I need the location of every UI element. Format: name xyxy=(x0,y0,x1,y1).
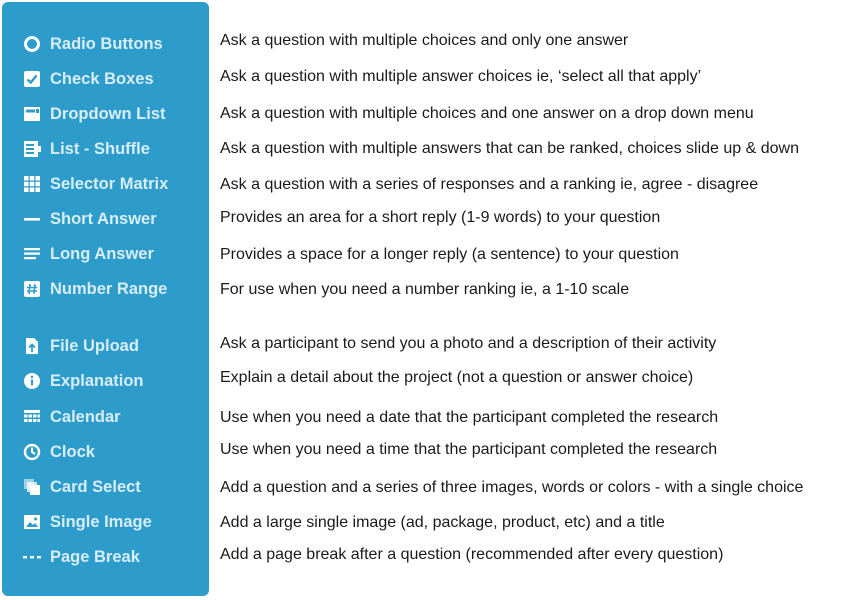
dashes-icon xyxy=(22,547,42,567)
sidebar-item-label: Selector Matrix xyxy=(50,174,169,193)
sidebar-item-calendar[interactable] xyxy=(22,405,207,429)
description-short-answer: Provides an area for a short reply (1-9 words) to your question xyxy=(220,209,661,226)
checkbox-icon xyxy=(22,69,42,89)
sidebar-item-label: Long Answer xyxy=(50,244,154,263)
calendar-icon xyxy=(22,407,42,427)
dropdown-icon xyxy=(22,104,42,124)
cards-icon xyxy=(22,477,42,497)
sidebar-item-radio-buttons[interactable] xyxy=(22,32,207,56)
description-single-image: Add a large single image (ad, package, product, etc) and a title xyxy=(220,514,665,531)
sidebar-item-label: Explanation xyxy=(50,371,144,390)
lines-icon xyxy=(22,244,42,264)
sidebar-item-label: Card Select xyxy=(50,477,141,496)
description-selector-matrix: Ask a question with a series of responses and a ranking ie, agree - disagree xyxy=(220,176,759,193)
description-clock: Use when you need a time that the participant completed the research xyxy=(220,441,718,458)
list-shuffle-icon xyxy=(22,139,42,159)
sidebar-item-label: Page Break xyxy=(50,547,140,566)
sidebar-item-file-upload[interactable] xyxy=(22,334,207,358)
sidebar-item-label: Clock xyxy=(50,442,95,461)
description-explanation: Explain a detail about the project (not a question or answer choice) xyxy=(220,369,694,386)
sidebar-item-label: Number Range xyxy=(50,279,168,298)
sidebar-item-page-break[interactable] xyxy=(22,545,207,569)
sidebar-item-label: File Upload xyxy=(50,336,139,355)
sidebar-item-selector-matrix[interactable] xyxy=(22,172,207,196)
sidebar-item-label: Short Answer xyxy=(50,209,157,228)
sidebar-item-label: Check Boxes xyxy=(50,69,154,88)
description-long-answer: Provides a space for a longer reply (a sentence) to your question xyxy=(220,246,679,263)
radio-icon xyxy=(22,34,42,54)
info-icon xyxy=(22,371,42,391)
description-radio-buttons: Ask a question with multiple choices and only one answer xyxy=(220,32,629,49)
sidebar-item-card-select[interactable] xyxy=(22,475,207,499)
sidebar-item-clock[interactable] xyxy=(22,440,207,464)
description-dropdown-list: Ask a question with multiple choices and one answer on a drop down menu xyxy=(220,105,754,122)
sidebar-item-label: List - Shuffle xyxy=(50,139,150,158)
description-page-break: Add a page break after a question (recommended after every question) xyxy=(220,546,724,563)
description-number-range: For use when you need a number ranking ie, a 1-10 scale xyxy=(220,281,630,298)
sidebar-item-dropdown-list[interactable] xyxy=(22,102,207,126)
sidebar-item-label: Dropdown List xyxy=(50,104,166,123)
sidebar-item-single-image[interactable] xyxy=(22,510,207,534)
description-check-boxes: Ask a question with multiple answer choices ie, ‘select all that apply’ xyxy=(220,68,702,85)
sidebar-item-label: Radio Buttons xyxy=(50,34,163,53)
clock-icon xyxy=(22,442,42,462)
description-calendar: Use when you need a date that the participant completed the research xyxy=(220,409,719,426)
sidebar-item-short-answer[interactable] xyxy=(22,207,207,231)
sidebar-item-label: Calendar xyxy=(50,407,121,426)
description-card-select: Add a question and a series of three images, words or colors - with a single choice xyxy=(220,479,804,496)
question-type-sidebar xyxy=(2,2,209,596)
sidebar-item-number-range[interactable] xyxy=(22,277,207,301)
grid-icon xyxy=(22,174,42,194)
description-list-shuffle: Ask a question with multiple answers that can be ranked, choices slide up & down xyxy=(220,140,799,157)
sidebar-item-explanation[interactable] xyxy=(22,369,207,393)
sidebar-item-list-shuffle[interactable] xyxy=(22,137,207,161)
description-file-upload: Ask a participant to send you a photo and a description of their activity xyxy=(220,335,717,352)
sidebar-item-check-boxes[interactable] xyxy=(22,67,207,91)
hash-icon xyxy=(22,279,42,299)
file-upload-icon xyxy=(22,336,42,356)
sidebar-item-label: Single Image xyxy=(50,512,152,531)
short-line-icon xyxy=(22,209,42,229)
image-icon xyxy=(22,512,42,532)
sidebar-item-long-answer[interactable] xyxy=(22,242,207,266)
